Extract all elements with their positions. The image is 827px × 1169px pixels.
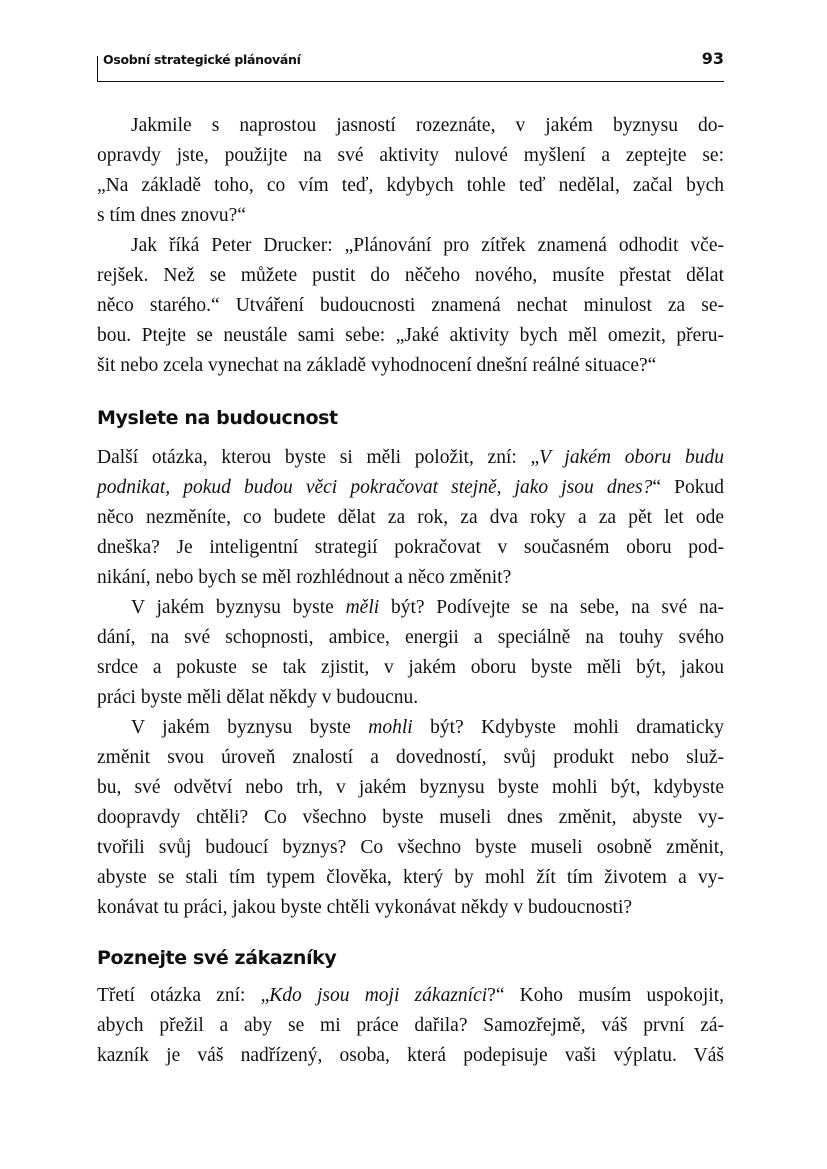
text-line (97, 1045, 724, 1075)
text-line (97, 295, 724, 325)
text-run: něco nezměníte, co budete dělat za rok, za dva roky a za pět let ode (97, 507, 724, 528)
text-run: něco starého.“ Utváření budoucnosti znamená nechat minulost za se- (97, 295, 724, 316)
text-run: ?“ Koho musím uspokojit, (487, 985, 724, 1006)
text-run: bu, své odvětví nebo trh, v jakém byznysu byste mohli být, kdybyste (97, 777, 724, 798)
text-line (97, 567, 724, 597)
text-line (97, 657, 724, 687)
text-run: kazník je váš nadřízený, osoba, která podepisuje vaši výplatu. Váš (97, 1045, 724, 1066)
text-line (97, 325, 724, 355)
section-heading: Poznejte své zákazníky (97, 947, 337, 969)
text-line (97, 477, 724, 507)
italic-text: mohli (368, 717, 413, 738)
text-run: “ Pokud (652, 477, 724, 498)
text-line (97, 867, 724, 897)
text-run: abych přežil a aby se mi práce dařila? Samozřejmě, váš první zá- (97, 1015, 724, 1036)
text-run: být? Kdybyste mohli dramaticky (412, 717, 724, 738)
text-run: s tím dnes znovu?“ (97, 205, 246, 226)
text-line (97, 175, 724, 205)
running-header-title: Osobní strategické plánování (103, 52, 301, 67)
text-run: doopravdy chtěli? Co všechno byste museli dnes změnit, abyste vy- (97, 807, 724, 828)
text-run: rejšek. Než se můžete pustit do něčeho nového, musíte přestat dělat (97, 265, 724, 286)
header-left-bar (97, 56, 98, 82)
text-run: opravdy jste, použijte na své aktivity nulové myšlení a zeptejte se: (97, 145, 724, 166)
body-text (97, 115, 724, 1075)
text-line (97, 265, 724, 295)
text-run: V jakém byznysu byste (131, 717, 369, 738)
text-line (97, 447, 724, 477)
text-run: tvořili svůj budoucí byznys? Co všechno byste museli osobně změnit, (97, 837, 724, 858)
page-number: 93 (701, 49, 724, 68)
text-line (97, 507, 724, 537)
text-run: „Na základě toho, co vím teď, kdybych tohle teď nedělal, začal bych (97, 175, 724, 196)
italic-text: V jakém oboru budu (539, 447, 724, 468)
text-line (97, 897, 724, 927)
text-line (97, 235, 724, 265)
text-run: abyste se stali tím typem člověka, který by mohl žít tím životem a vy- (97, 867, 724, 888)
text-run: šit nebo zcela vynechat na základě vyhodnocení dnešní reálné situace?“ (97, 355, 657, 376)
text-run: konávat tu práci, jakou byste chtěli vykonávat někdy v budoucnosti? (97, 897, 633, 918)
text-line (97, 807, 724, 837)
text-line (97, 747, 724, 777)
text-run: práci byste měli dělat někdy v budoucnu. (97, 687, 419, 708)
text-line (97, 627, 724, 657)
text-line (97, 537, 724, 567)
text-line (97, 115, 724, 145)
header-rule (97, 81, 724, 82)
text-run: nikání, nebo bych se měl rozhlédnout a něco změnit? (97, 567, 512, 588)
text-run: V jakém byznysu byste (131, 597, 346, 618)
italic-text: podnikat, pokud budou věci pokračovat stejně, jako jsou dnes? (97, 477, 653, 498)
text-line (97, 1015, 724, 1045)
italic-text: měli (345, 597, 380, 618)
text-run: Třetí otázka zní: „ (97, 985, 270, 1006)
text-line (97, 597, 724, 627)
text-line (97, 985, 724, 1015)
italic-text: Kdo jsou moji zákazníci (269, 985, 488, 1006)
text-run: dání, na své schopnosti, ambice, energii a speciálně na touhy svého (97, 627, 724, 648)
text-run: Další otázka, kterou byste si měli položit, zní: „ (97, 447, 540, 468)
text-line (97, 145, 724, 175)
text-line (97, 717, 724, 747)
text-line (97, 687, 724, 717)
section-heading: Myslete na budoucnost (97, 407, 338, 429)
text-run: být? Podívejte se na sebe, na své na- (379, 597, 724, 618)
text-line (97, 837, 724, 867)
text-line (97, 355, 724, 385)
text-run: srdce a pokuste se tak zjistit, v jakém oboru byste měli být, jakou (97, 657, 724, 678)
text-run: dneška? Je inteligentní strategií pokračovat v současném oboru pod- (97, 537, 724, 558)
text-line (97, 205, 724, 235)
text-run: Jak říká Peter Drucker: „Plánování pro zítřek znamená odhodit vče- (131, 235, 724, 256)
text-run: bou. Ptejte se neustále sami sebe: „Jaké aktivity bych měl omezit, přeru- (97, 325, 724, 346)
text-run: změnit svou úroveň znalostí a dovedností, svůj produkt nebo služ- (97, 747, 724, 768)
text-run: Jakmile s naprostou jasností rozeznáte, v jakém byznysu do- (131, 115, 724, 136)
text-line (97, 777, 724, 807)
